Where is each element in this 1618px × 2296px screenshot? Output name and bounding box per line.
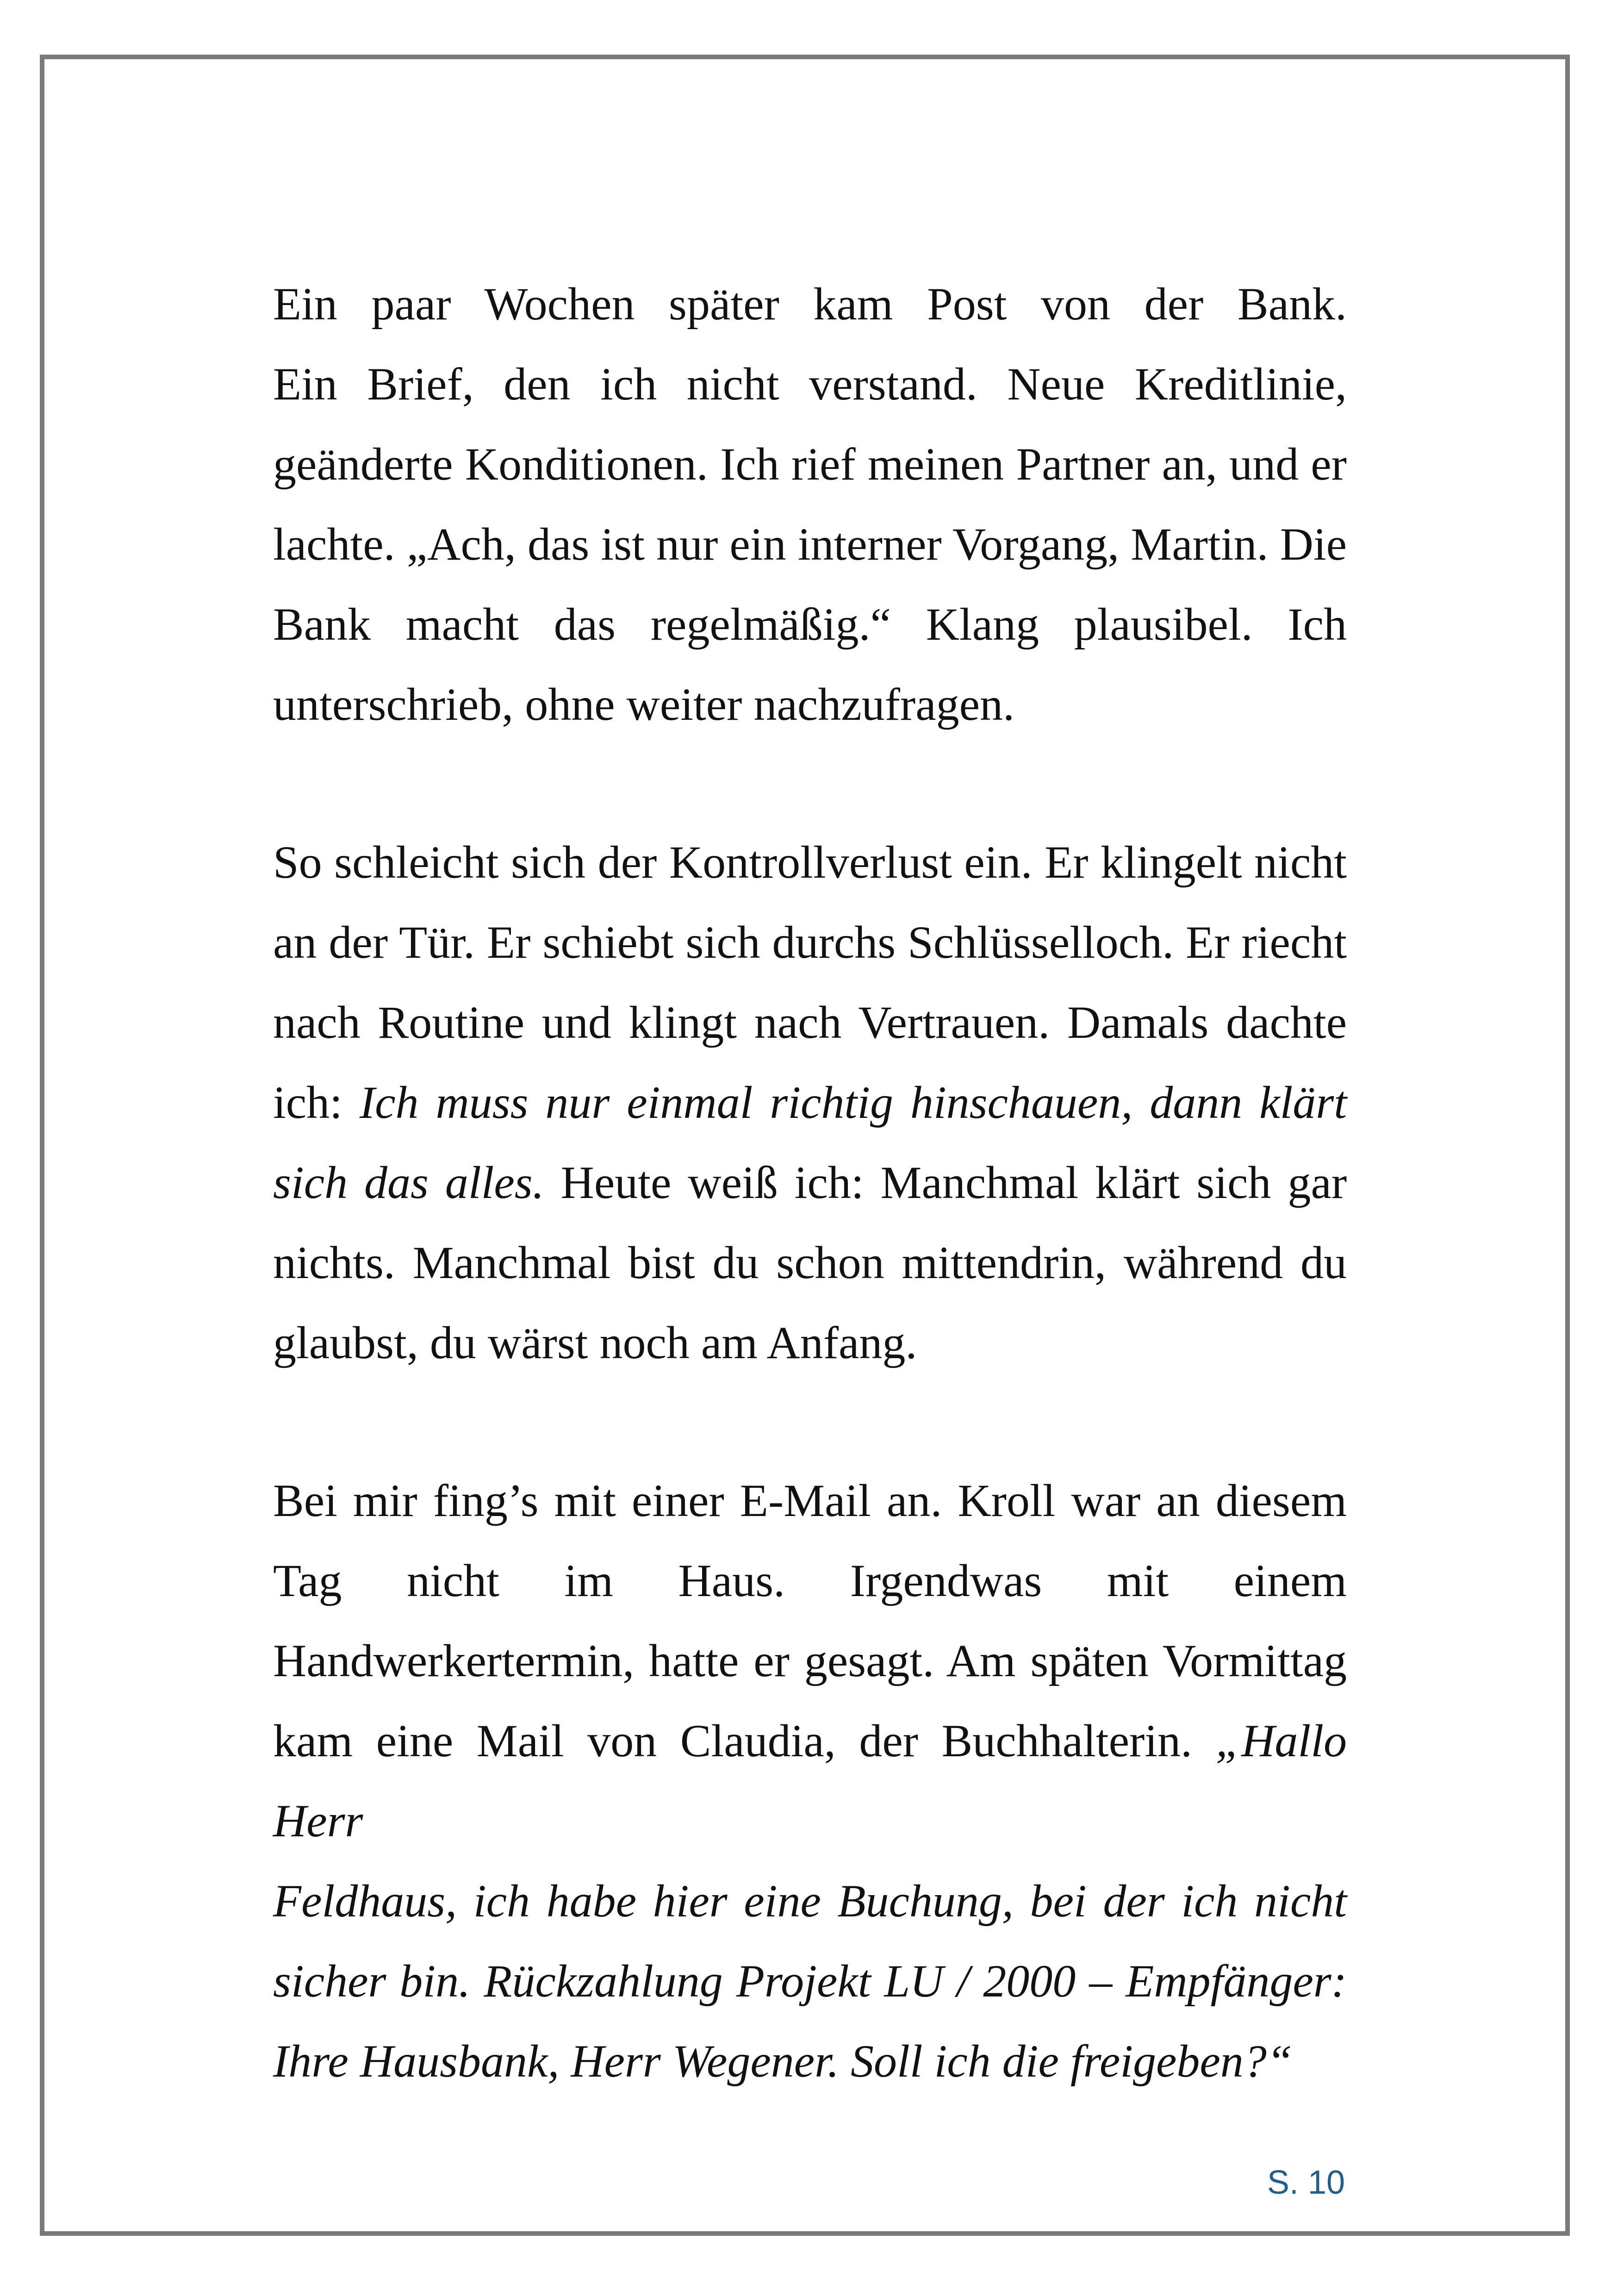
text-line: geänderte Konditionen. Ich rief meinen Partner an, und er — [273, 438, 1347, 490]
text-line: lachte. „Ach, das ist nur ein interner Vorgang, Martin. Die — [273, 518, 1347, 570]
text-line: nach Routine und klingt nach Vertrauen. Damals dachte — [273, 997, 1347, 1048]
italic-quote: „Hallo Herr — [273, 1715, 1347, 1847]
text-line-mixed — [273, 1701, 1347, 1861]
text-line: Ein paar Wochen später kam Post von der Bank. — [273, 278, 1347, 330]
paragraph-2 — [273, 822, 1347, 1383]
text-run: ich: — [273, 1077, 360, 1128]
text-line: unterschrieb, ohne weiter nachzufragen. — [273, 679, 1015, 730]
text-line: nichts. Manchmal bist du schon mittendrin, während du — [273, 1237, 1347, 1288]
text-line: Ein Brief, den ich nicht verstand. Neue Kreditlinie, — [273, 358, 1347, 410]
paragraph-3 — [273, 1460, 1347, 2101]
text-line: an der Tür. Er schiebt sich durchs Schlüsselloch. Er riecht — [273, 917, 1347, 968]
text-line: Tag nicht im Haus. Irgendwas mit einem — [273, 1555, 1347, 1606]
document-body — [273, 264, 1347, 2101]
text-line: Bei mir fing’s mit einer E-Mail an. Kroll war an diesem — [273, 1475, 1347, 1526]
italic-thought: sich das alles. — [273, 1157, 544, 1208]
text-line: So schleicht sich der Kontrollverlust ein. Er klingelt nicht — [273, 836, 1347, 888]
text-run: kam eine Mail von Claudia, der Buchhalterin. — [273, 1715, 1216, 1766]
text-line: Handwerkertermin, hatte er gesagt. Am späten Vormittag — [273, 1635, 1347, 1686]
text-line-mixed — [273, 1142, 1347, 1223]
italic-thought: Ich muss nur einmal richtig hinschauen, dann klärt — [359, 1077, 1347, 1128]
page-number: S. 10 — [1267, 2164, 1345, 2201]
italic-quote-line: sicher bin. Rückzahlung Projekt LU / 2000 – Empfänger: — [273, 1955, 1347, 2007]
paragraph-1 — [273, 264, 1347, 744]
italic-quote-line: Feldhaus, ich habe hier eine Buchung, bei der ich nicht — [273, 1875, 1347, 1927]
text-line: glaubst, du wärst noch am Anfang. — [273, 1317, 917, 1368]
italic-quote-line: Ihre Hausbank, Herr Wegener. Soll ich die freigeben?“ — [273, 2035, 1293, 2087]
text-line: Bank macht das regelmäßig.“ Klang plausibel. Ich — [273, 599, 1347, 650]
text-line-mixed — [273, 1062, 1347, 1142]
text-run: Heute weiß ich: Manchmal klärt sich gar — [544, 1157, 1347, 1208]
